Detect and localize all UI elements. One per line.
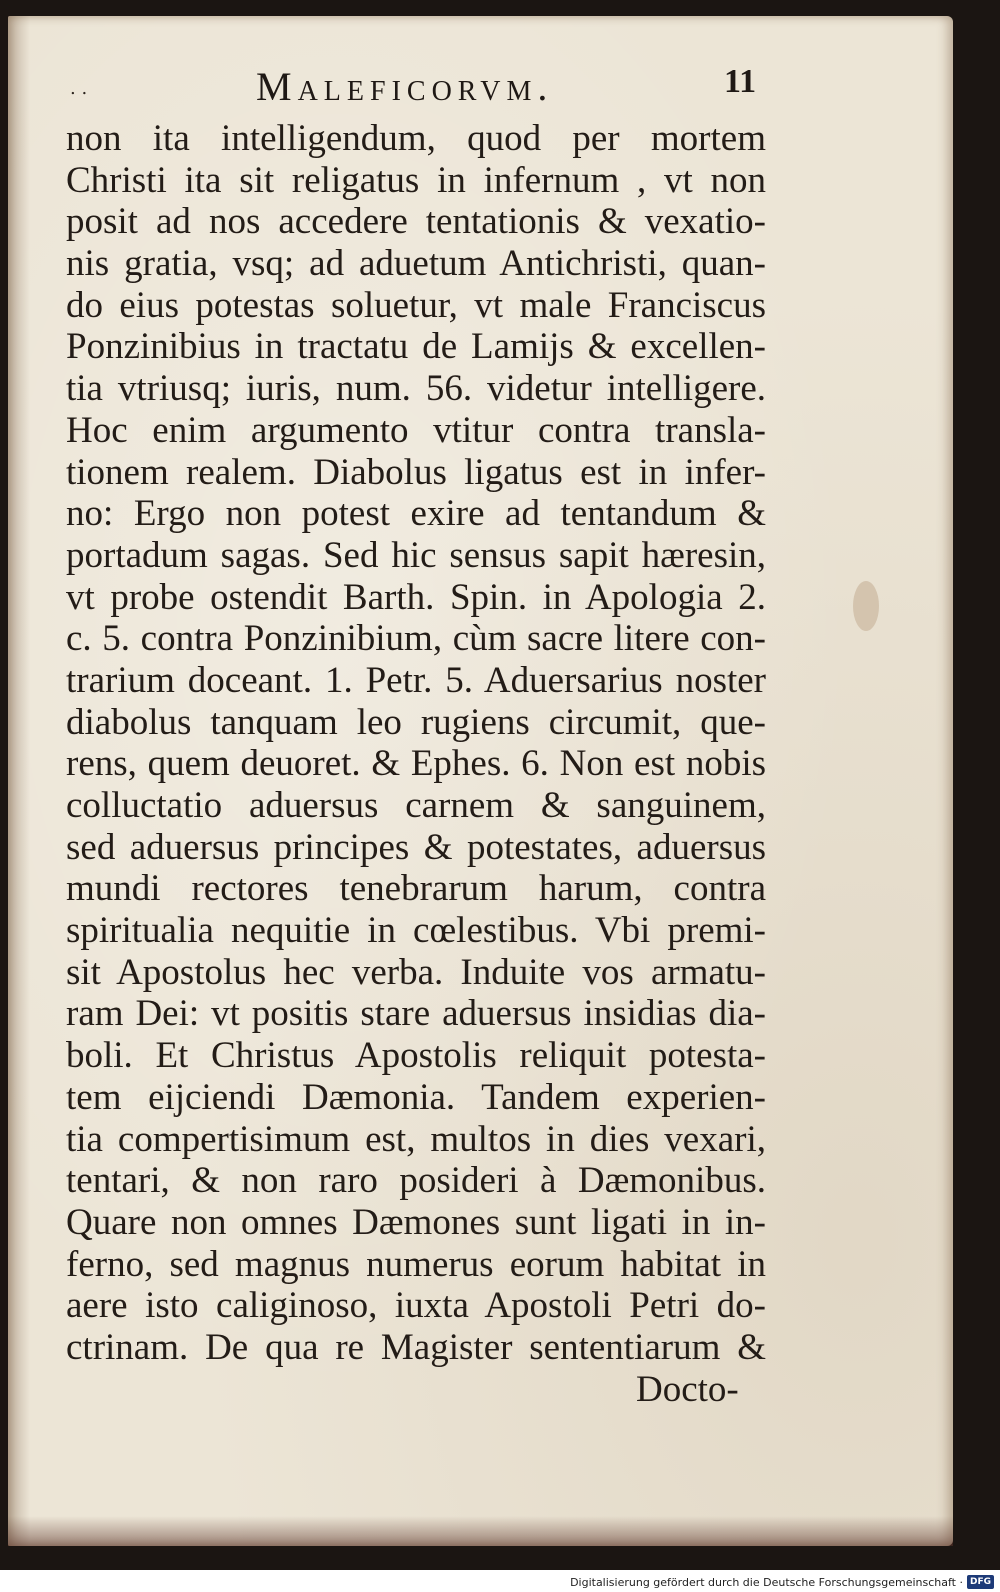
running-head-title: Maleficorvm. (256, 64, 554, 109)
gutter-shadow (8, 16, 30, 1546)
text-line: tentari, & non raro posideri à Dæmonibus. (66, 1160, 766, 1202)
running-head (60, 58, 760, 108)
catchword: Docto- (636, 1369, 739, 1410)
text-line: Hoc enim argumento vtitur contra transla- (66, 409, 766, 451)
text-line: colluctatio aduersus carnem & sanguinem, (66, 785, 766, 826)
text-line: do eius potestas soluetur, vt male Franciscus (66, 284, 766, 326)
text-line: spiritualia nequitie in cœlestibus. Vbi premi- (66, 910, 766, 952)
text-line: posit ad nos accedere tentationis & vexatio- (66, 201, 766, 243)
text-line: rens, quem deuoret. & Ephes. 6. Non est nobis (66, 743, 766, 785)
text-line: tionem realem. Diabolus ligatus est in infer- (66, 451, 766, 493)
text-line: ram Dei: vt positis stare aduersus insidias dia- (66, 993, 766, 1035)
page-bottom-edge (8, 1516, 953, 1546)
dfg-logo: DFG (967, 1575, 994, 1589)
running-head-dots: . . (70, 78, 88, 99)
text-line: mundi rectores tenebrarum harum, contra (66, 868, 766, 910)
text-line: trarium doceant. 1. Petr. 5. Aduersarius noster (66, 659, 766, 701)
text-line: c. 5. contra Ponzinibium, cùm sacre litere con- (66, 618, 766, 660)
text-line: aere isto caliginoso, iuxta Apostoli Petri do- (66, 1285, 766, 1327)
text-line: portadum sagas. Sed hic sensus sapit hæresin, (66, 534, 766, 576)
text-line: no: Ergo non potest exire ad tentandum & (66, 493, 766, 535)
text-line: sit Apostolus hec verba. Induite vos armatu- (66, 951, 766, 993)
text-line: nis gratia, vsq; ad aduetum Antichristi, quan- (66, 243, 766, 285)
text-line: vt probe ostendit Barth. Spin. in Apologia 2. (66, 576, 766, 618)
text-line: tia compertisimum est, multos in dies vexari, (66, 1118, 766, 1160)
text-line: Quare non omnes Dæmones sunt ligati in in- (66, 1201, 766, 1243)
paper-stain (853, 581, 879, 631)
text-line: non ita intelligendum, quod per mortem (66, 118, 766, 159)
text-line: Christi ita sit religatus in infernum , vt non (66, 159, 766, 201)
digitization-credit (570, 1574, 994, 1590)
credit-text: Digitalisierung gefördert durch die Deutsche Forschungsgemeinschaft · (570, 1575, 963, 1589)
text-line: ctrinam. De qua re Magister sententiarum & (66, 1326, 766, 1368)
page-number: 11 (724, 63, 757, 100)
text-line: boli. Et Christus Apostolis reliquit potesta- (66, 1035, 766, 1077)
text-line: ferno, sed magnus numerus eorum habitat in (66, 1243, 766, 1285)
text-line: tem eijciendi Dæmonia. Tandem experien- (66, 1076, 766, 1118)
text-line: Ponzinibius in tractatu de Lamijs & excellen- (66, 326, 766, 368)
text-line: diabolus tanquam leo rugiens circumit, que- (66, 701, 766, 743)
body-text (66, 118, 766, 1369)
text-line: tia vtriusq; iuris, num. 56. videtur intelligere. (66, 368, 766, 410)
text-line: sed aduersus principes & potestates, aduersus (66, 826, 766, 868)
